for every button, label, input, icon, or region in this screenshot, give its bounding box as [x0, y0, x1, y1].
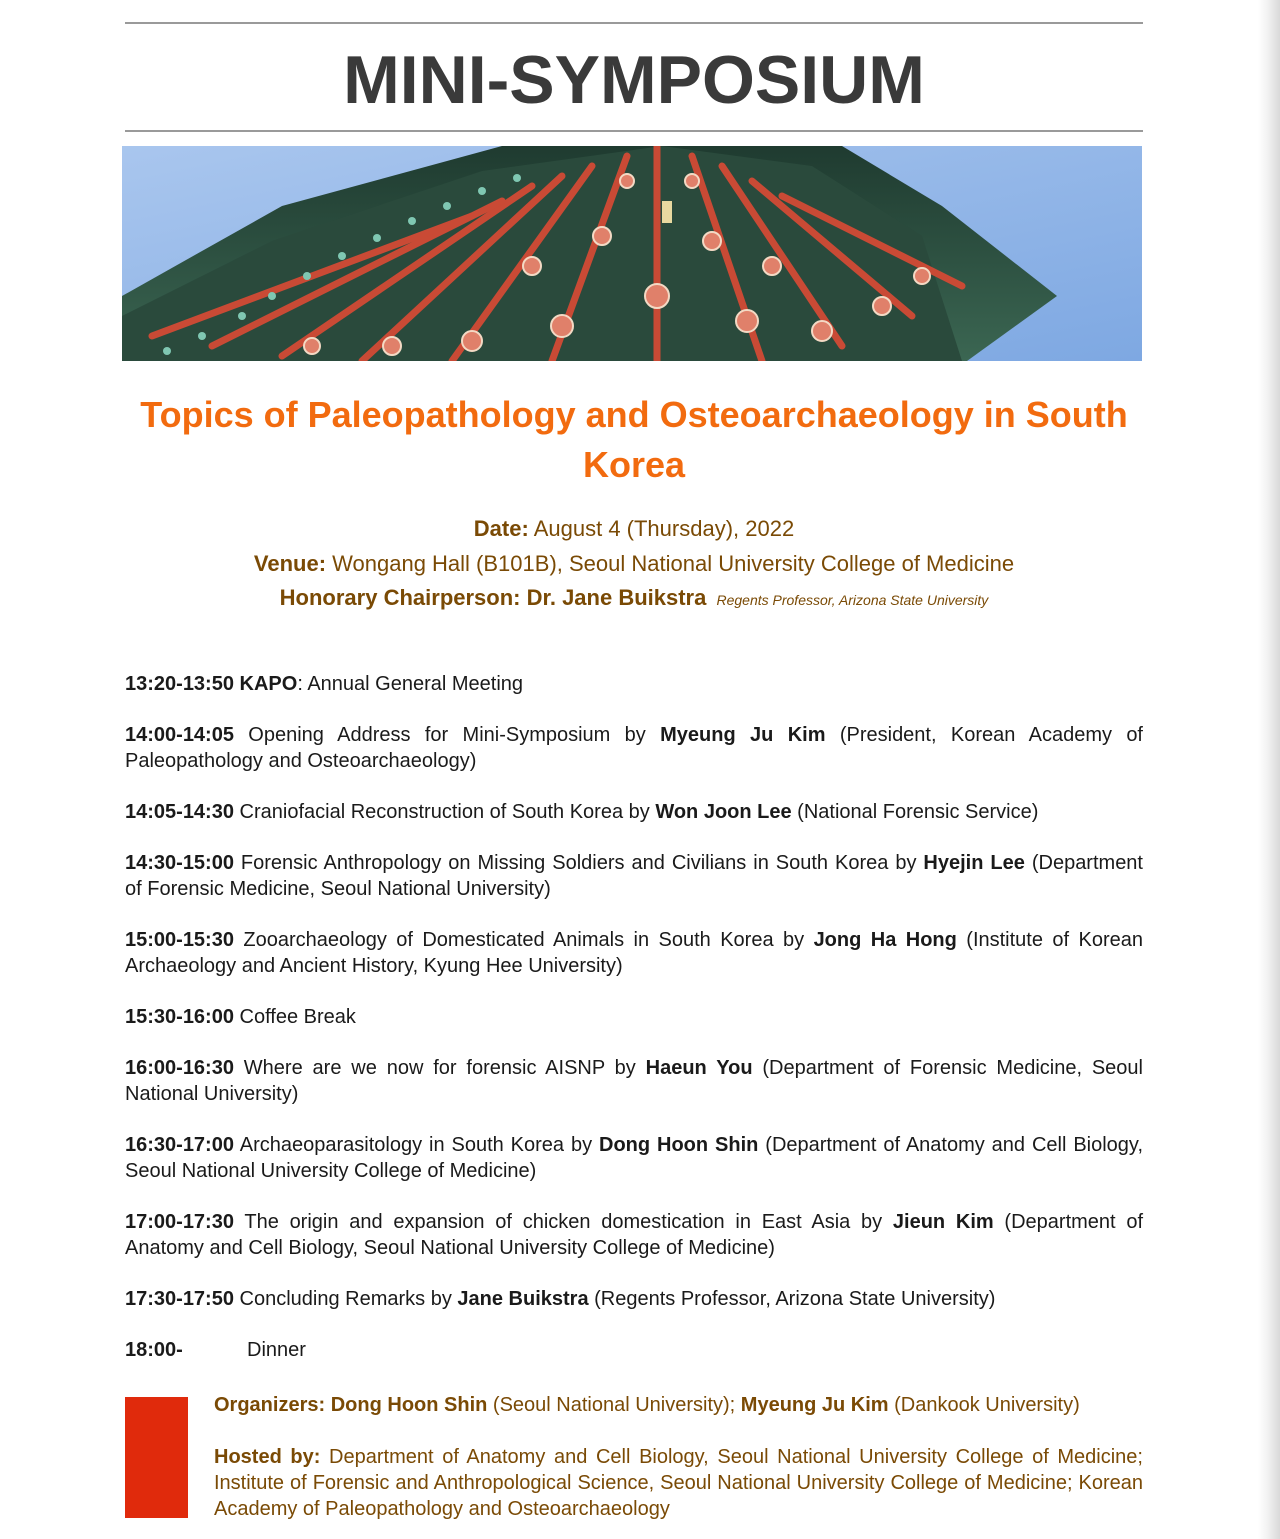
schedule-affiliation: (President, Korean Academy of Paleopathology and Osteoarchaeology) — [125, 724, 1143, 772]
schedule-list — [125, 671, 1143, 1388]
banner-image — [122, 146, 1142, 361]
organizer-affiliation: (Seoul National University); — [487, 1394, 741, 1416]
schedule-item — [125, 1004, 1143, 1030]
venue-value: Wongang Hall (B101B), Seoul National University College of Medicine — [332, 551, 1015, 576]
accent-block — [125, 1397, 188, 1518]
organizer-name: Dong Hoon Shin — [330, 1394, 488, 1416]
hosted-value: Department of Anatomy and Cell Biology, Seoul National University College of Medicine; Institute of Forensic and Anthropological Science, Seoul National University College of Medicine; Korean Academy of Paleopathology and Osteoarchaeology — [214, 1446, 1143, 1520]
schedule-text: Craniofacial Reconstruction of South Korea by — [233, 801, 656, 823]
palace-roof-photo — [122, 146, 1142, 361]
schedule-speaker: Won Joon Lee — [655, 801, 792, 823]
top-divider — [125, 22, 1143, 24]
honorary-chairperson — [125, 583, 1143, 615]
schedule-time: 14:00-14:05 — [125, 724, 234, 746]
schedule-time: 15:30-16:00 — [125, 1006, 234, 1028]
schedule-affiliation: (National Forensic Service) — [791, 801, 1039, 823]
schedule-affiliation: (Department of Anatomy and Cell Biology, Seoul National University College of Medicine) — [125, 1211, 1144, 1259]
schedule-time: 15:00-15:30 — [125, 929, 234, 951]
schedule-time: 16:30-17:00 — [125, 1134, 234, 1156]
schedule-time: 14:30-15:00 — [125, 852, 234, 874]
date-label: Date: — [473, 516, 529, 541]
date-value: August 4 (Thursday), 2022 — [533, 516, 795, 541]
schedule-time: 16:00-16:30 — [125, 1057, 234, 1079]
schedule-item — [125, 1209, 1143, 1261]
schedule-time: 13:20-13:50 KAPO — [125, 673, 298, 695]
schedule-speaker: Jane Buikstra — [457, 1288, 589, 1310]
event-venue — [125, 549, 1143, 579]
schedule-speaker: Hyejin Lee — [923, 852, 1025, 874]
schedule-item — [125, 1055, 1143, 1107]
schedule-item — [125, 1286, 1143, 1312]
schedule-item — [125, 799, 1143, 825]
title-divider — [125, 130, 1143, 132]
schedule-text: Forensic Anthropology on Missing Soldiers and Civilians in South Korea by — [233, 852, 924, 874]
schedule-text: Concluding Remarks by — [233, 1288, 458, 1310]
schedule-affiliation: (Department of Forensic Medicine, Seoul National University) — [125, 852, 1143, 900]
schedule-time: 14:05-14:30 — [125, 801, 234, 823]
organizer-name: Myeung Ju Kim — [740, 1394, 889, 1416]
schedule-speaker: Jieun Kim — [892, 1211, 994, 1233]
chair-note: Regents Professor, Arizona State University — [716, 592, 989, 608]
schedule-affiliation: (Regents Professor, Arizona State University) — [588, 1288, 996, 1310]
schedule-item-dinner — [125, 1337, 1143, 1363]
chair-label: Honorary Chairperson: Dr. Jane Buikstra — [279, 585, 707, 610]
schedule-time: 17:30-17:50 — [125, 1288, 234, 1310]
schedule-time: 17:00-17:30 — [125, 1211, 234, 1233]
organizers — [214, 1392, 1143, 1418]
schedule-speaker: Haeun You — [645, 1057, 753, 1079]
page-edge-shadow — [1258, 0, 1280, 1539]
schedule-text: Coffee Break — [233, 1006, 356, 1028]
page-title: MINI-SYMPOSIUM — [343, 42, 925, 118]
schedule-text: : Annual General Meeting — [297, 673, 524, 695]
schedule-text: Zooarchaeology of Domesticated Animals in South Korea by — [233, 929, 814, 951]
schedule-time: 18:00- — [125, 1339, 183, 1361]
schedule-item — [125, 927, 1143, 979]
schedule-speaker: Dong Hoon Shin — [599, 1134, 759, 1156]
hosted-by — [214, 1444, 1143, 1522]
schedule-item — [125, 722, 1143, 774]
schedule-speaker: Jong Ha Hong — [813, 929, 957, 951]
organizers-label: Organizers: — [214, 1394, 326, 1416]
schedule-affiliation: (Institute of Korean Archaeology and Ancient History, Kyung Hee University) — [125, 929, 1144, 977]
schedule-affiliation: (Department of Anatomy and Cell Biology, Seoul National University College of Medicine) — [125, 1134, 1144, 1182]
schedule-item — [125, 850, 1143, 902]
schedule-item — [125, 1132, 1143, 1184]
organizer-affiliation: (Dankook University) — [888, 1394, 1080, 1416]
schedule-text: Opening Address for Mini-Symposium by — [233, 724, 661, 746]
schedule-text: Dinner — [247, 1339, 306, 1361]
schedule-text: Where are we now for forensic AISNP by — [233, 1057, 646, 1079]
schedule-text: The origin and expansion of chicken domestication in East Asia by — [233, 1211, 893, 1233]
schedule-affiliation: (Department of Forensic Medicine, Seoul National University) — [125, 1057, 1143, 1105]
schedule-item — [125, 671, 1143, 697]
symposium-topic: Topics of Paleopathology and Osteoarchaeology in South Korea — [140, 394, 1128, 485]
venue-label: Venue: — [253, 551, 327, 576]
schedule-speaker: Myeung Ju Kim — [660, 724, 826, 746]
schedule-text: Archaeoparasitology in South Korea by — [233, 1134, 600, 1156]
event-date — [125, 514, 1143, 544]
hosted-label: Hosted by: — [214, 1446, 321, 1468]
